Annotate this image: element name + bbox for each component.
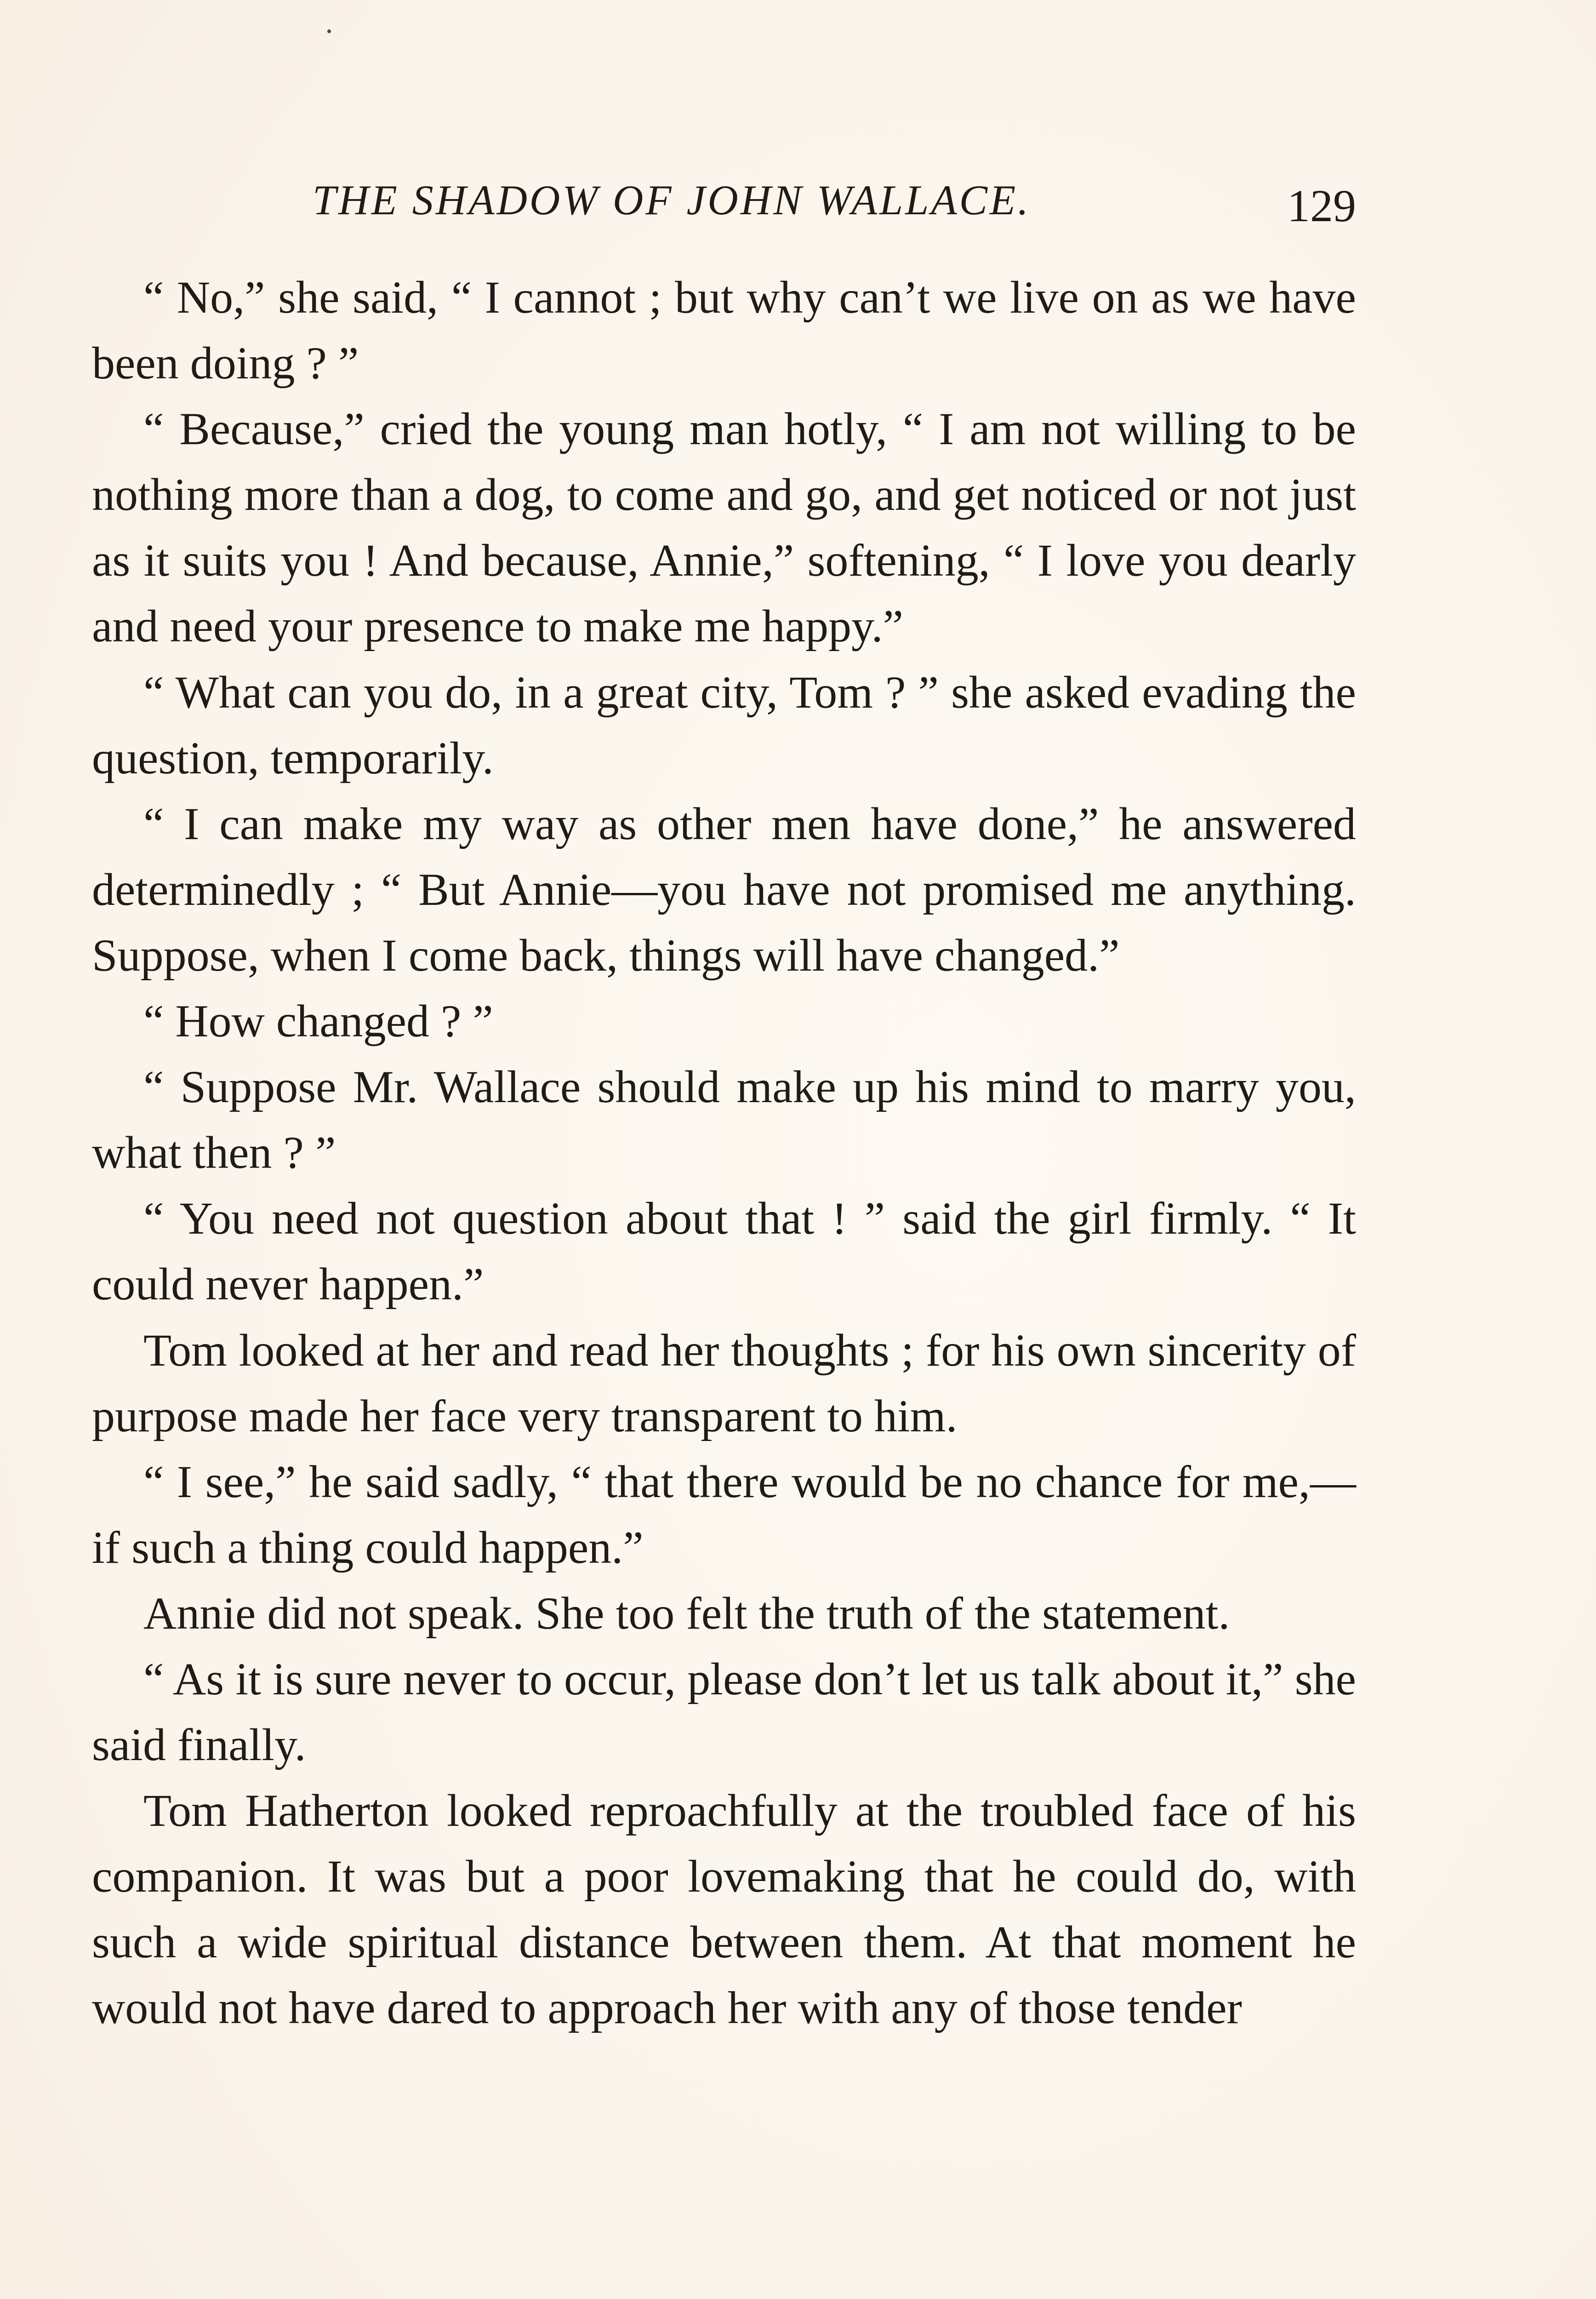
paragraph: “ No,” she said, “ I cannot ; but why can’t we live on as we have been doing ? ”: [92, 272, 1356, 389]
paragraph: “ As it is sure never to occur, please don’t let us talk about it,” she said finally.: [92, 1653, 1356, 1771]
paragraph: “ I can make my way as other men have done,” he answered determinedly ; “ But Annie—you have not promised me anything. Suppose, when I come back, things will have changed.”: [92, 798, 1356, 981]
paragraph: “ I see,” he said sadly, “ that there would be no chance for me,—if such a thing could happen.”: [92, 1456, 1356, 1573]
paragraph: “ What can you do, in a great city, Tom ? ” she asked evading the question, temporarily.: [92, 666, 1356, 783]
paragraph: “ How changed ? ”: [143, 995, 493, 1047]
body-text: [92, 264, 1356, 2299]
running-title: THE SHADOW OF JOHN WALLACE.: [313, 177, 1031, 223]
paragraph: “ Suppose Mr. Wallace should make up his mind to marry you, what then ? ”: [92, 1061, 1356, 1178]
paragraph: Tom looked at her and read her thoughts ; for his own sincerity of purpose made her face very transparent to him.: [92, 1324, 1356, 1441]
ink-speck: [327, 29, 331, 33]
paragraph: Annie did not speak. She too felt the truth of the statement.: [143, 1587, 1230, 1639]
paragraph: “ You need not question about that ! ” said the girl firmly. “ It could never happen.”: [92, 1193, 1356, 1310]
paragraph: Tom Hatherton looked reproachfully at the troubled face of his companion. It was but a poor lovemaking that he could do, with such a wide spiritual distance between them. At that moment he would not have dared to approach her with any of those tender: [92, 1785, 1356, 2034]
paragraph: “ Because,” cried the young man hotly, “ I am not willing to be nothing more than a dog, to come and go, and get noticed or not just as it suits you ! And because, Annie,” softening, “ I love you dearly and need your presence to make me happy.”: [92, 403, 1356, 652]
page-number: 129: [1287, 180, 1356, 231]
page-header: [92, 166, 1356, 230]
